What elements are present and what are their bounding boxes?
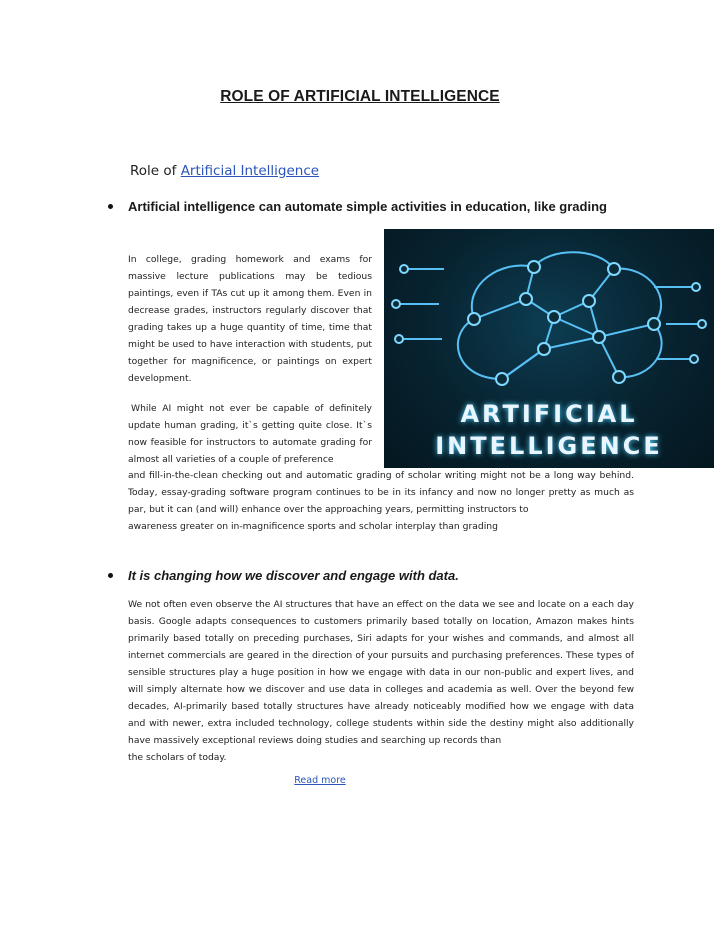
document-title: ROLE OF ARTIFICIAL INTELLIGENCE — [220, 88, 500, 105]
section2-paragraph-last: the scholars of today. — [128, 752, 227, 763]
section1-paragraph1: In college, grading homework and exams for massive lecture publications may be tedious paintings, even if TAs cut up it among them. Even in decrease grades, instructors regularly discover that grading takes up a huge quantity of time, time that might be used to have interaction with students, put together for magnificence, or paintings on expert development. — [128, 254, 372, 384]
image-text-intelligence: INTELLIGENCE — [435, 432, 663, 460]
section1-paragraph2-bottom: and fill-in-the-clean checking out and automatic grading of scholar writing might not be a long way behind. Today, essay-grading software program continues to be in its infancy and now no longer pretty as much as par, but it can (and will) enhance over the approaching years, permitting instructors to — [128, 470, 634, 515]
ai-brain-image — [384, 229, 714, 468]
subheading-prefix: Role of — [130, 163, 181, 179]
section2-heading: It is changing how we discover and engage with data. — [128, 568, 459, 583]
section2-paragraph: We not often even observe the AI structures that have an effect on the data we see and locate on a each day basis. Google adapts consequences to customers primarily based totally on location, Amazon makes hints primarily based totally on preceding purchases, Siri adapts for your wishes and commands, and almost all internet commercials are geared in the direction of your pursuits and purchasing preferences. These types of sensible structures play a huge position in how we engage with data in our non-public and expert lives, and will simply alternate how we discover and use data in colleges and academia as well. Over the beyond few decades, AI-primarily based totally structures have already noticeably modified how we engage with data and with newer, extra included technology, college students within side the destiny might also additionally have massively exceptional reviews doing studies and searching up records than — [128, 599, 634, 746]
section1-paragraph2-last: awareness greater on in-magnificence sports and scholar interplay than grading — [128, 521, 498, 532]
bullet-icon — [108, 573, 113, 578]
subheading — [130, 163, 319, 179]
artificial-intelligence-link[interactable]: Artificial Intelligence — [180, 163, 320, 179]
read-more-link[interactable]: Read more — [294, 775, 346, 786]
section1-heading: Artificial intelligence can automate simple activities in education, like grading — [128, 199, 607, 214]
section1-paragraph2-top: While AI might not ever be capable of definitely update human grading, it`s getting quite close. It`s now feasible for instructors to automate grading for almost all varieties of a couple of preference — [128, 403, 372, 465]
image-text-artificial: ARTIFICIAL — [460, 400, 638, 428]
bullet-icon — [108, 204, 113, 209]
